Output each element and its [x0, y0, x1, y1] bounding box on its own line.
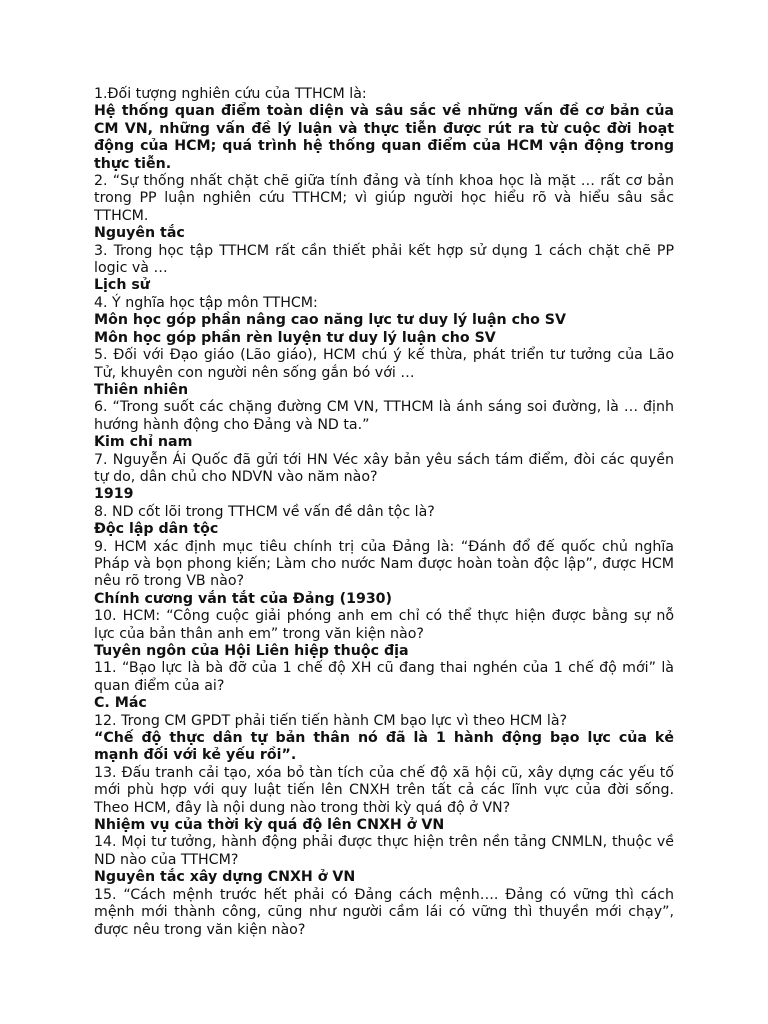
question-text: 15. “Cách mệnh trước hết phải có Đảng cách mệnh…. Đảng có vững thì cách mệnh mới thành công, cũng như người cầm lái có vững thì thuyền mới chạy”, được nêu trong văn kiện nào?	[94, 886, 674, 938]
question-text: 4. Ý nghĩa học tập môn TTHCM:	[94, 294, 318, 311]
answer-text: Độc lập dân tộc	[94, 521, 219, 538]
question-text: 9. HCM xác định mục tiêu chính trị của Đảng là: “Đánh đổ đế quốc chủ nghĩa Pháp và bọn phong kiến; Làm cho nước Nam được hoàn toàn độc lập”, được HCM nêu rõ trong VB nào?	[94, 538, 674, 590]
answer-text: Nhiệm vụ của thời kỳ quá độ lên CNXH ở VN	[94, 817, 445, 834]
answer-text: Chính cương vắn tắt của Đảng (1930)	[94, 590, 393, 607]
question-text: 3. Trong học tập TTHCM rất cần thiết phải kết hợp sử dụng 1 cách chặt chẽ PP logic và …	[94, 242, 674, 277]
document-page	[94, 86, 674, 939]
answer-text: Môn học góp phần nâng cao năng lực tư duy lý luận cho SV	[94, 312, 566, 329]
answer-text: 1919	[94, 486, 134, 503]
answer-text: Kim chỉ nam	[94, 434, 193, 451]
answer-text: Nguyên tắc xây dựng CNXH ở VN	[94, 869, 356, 886]
answer-text: “Chế độ thực dân tự bản thân nó đã là 1 hành động bạo lực của kẻ mạnh đối với kẻ yếu rồi”.	[94, 730, 674, 764]
question-text: 5. Đối với Đạo giáo (Lão giáo), HCM chú ý kế thừa, phát triển tư tưởng của Lão Tử, khuyên con người nên sống gắn bó với …	[94, 347, 674, 381]
answer-text: Môn học góp phần rèn luyện tư duy lý luận cho SV	[94, 329, 496, 346]
question-text: 11. “Bạo lực là bà đỡ của 1 chế độ XH cũ đang thai nghén của 1 chế độ mới” là quan điểm của ai?	[94, 660, 674, 694]
question-text: 14. Mọi tư tưởng, hành động phải được thực hiện trên nền tảng CNMLN, thuộc về ND nào của TTHCM?	[94, 834, 674, 868]
answer-text: Hệ thống quan điểm toàn diện và sâu sắc về những vấn đề cơ bản của CM VN, những vấn đề lý luận và thực tiễn được rút ra từ cuộc đời hoạt động của HCM; quá trình hệ thống quan điểm của HCM vận động trong thực tiễn.	[94, 103, 674, 172]
question-text: 2. “Sự thống nhất chặt chẽ giữa tính đảng và tính khoa học là mặt … rất cơ bản trong PP luận nghiên cứu TTHCM; vì giúp người học hiểu rõ và hiểu sâu sắc TTHCM.	[94, 173, 674, 224]
question-text: 8. ND cốt lõi trong TTHCM về vấn đề dân tộc là?	[94, 503, 435, 520]
question-text: 12. Trong CM GPDT phải tiến tiến hành CM bạo lực vì theo HCM là?	[94, 712, 568, 729]
question-text: 6. “Trong suốt các chặng đường CM VN, TTHCM là ánh sáng soi đường, là … định hướng hành động cho Đảng và ND ta.”	[94, 399, 674, 433]
answer-text: C. Mác	[94, 695, 147, 712]
answer-text: Thiên nhiên	[94, 381, 189, 398]
question-text: 1.Đối tượng nghiên cứu của TTHCM là:	[94, 86, 367, 102]
question-text: 10. HCM: “Công cuộc giải phóng anh em chỉ có thể thực hiện được bằng sự nỗ lực của bản thân anh em” trong văn kiện nào?	[94, 608, 674, 642]
answer-text: Nguyên tắc	[94, 225, 185, 242]
question-text: 13. Đấu tranh cải tạo, xóa bỏ tàn tích của chế độ xã hội cũ, xây dựng các yếu tố mới phù hợp với quy luật tiến lên CNXH trên tất cả các lĩnh vực của đời sống. Theo HCM, đây là nội dung nào trong thời kỳ quá độ ở VN?	[94, 764, 674, 816]
answer-text: Tuyên ngôn của Hội Liên hiệp thuộc địa	[94, 643, 409, 659]
question-text: 7. Nguyễn Ái Quốc đã gửi tới HN Véc xây bản yêu sách tám điểm, đòi các quyền tự do, dân chủ cho NDVN vào năm nào?	[94, 451, 674, 485]
answer-text: Lịch sử	[94, 277, 150, 294]
